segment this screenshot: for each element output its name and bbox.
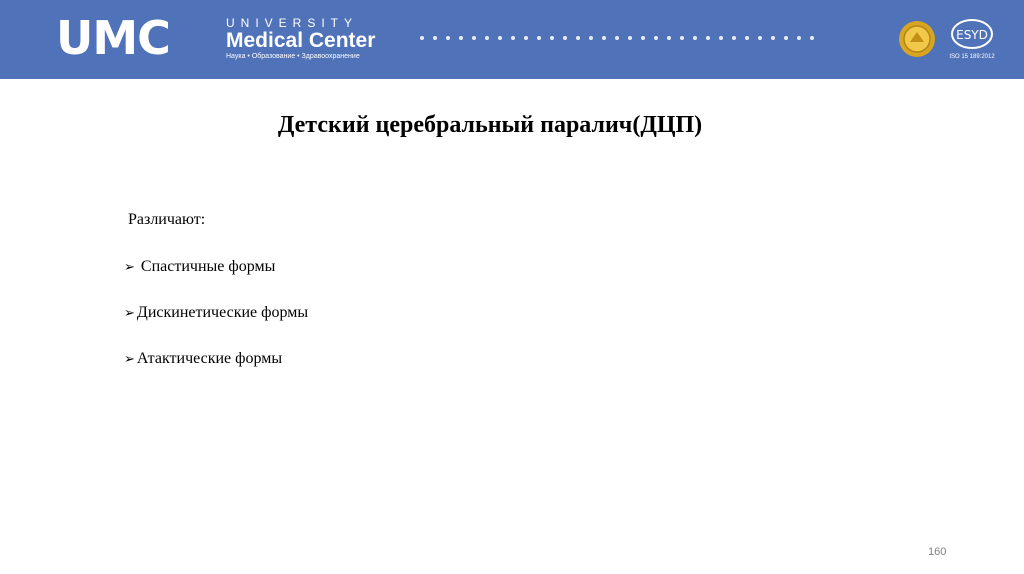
intro-text: Различают: xyxy=(128,211,206,228)
svg-text:ESYD: ESYD xyxy=(956,28,988,42)
bullet-text: Дискинетические формы xyxy=(136,304,309,321)
header-bar xyxy=(0,0,1024,79)
arrow-bullet-icon: ➢ xyxy=(124,259,135,274)
logo-tagline: Наука • Образование • Здравоохранение xyxy=(226,53,360,60)
arrow-bullet-icon: ➢ xyxy=(124,351,135,366)
accreditation-seal-icon xyxy=(898,20,936,58)
bullet-item-dyskinetic xyxy=(124,304,308,322)
bullet-text: Атактические формы xyxy=(136,350,283,367)
logo-wordmark xyxy=(226,16,375,62)
slide-title: Детский церебральный паралич(ДЦП) xyxy=(277,112,703,138)
arrow-bullet-icon: ➢ xyxy=(124,305,135,320)
svg-text:ISO 15 189:2012: ISO 15 189:2012 xyxy=(949,54,995,60)
logo-university-text: UNIVERSITY xyxy=(226,16,359,30)
logo-medical-center-text: Medical Center xyxy=(226,29,376,52)
bullet-item-ataxic xyxy=(124,350,282,368)
page-number: 160 xyxy=(928,546,947,558)
iso-certification-icon xyxy=(943,16,1001,64)
logo-main-text: UMC xyxy=(56,11,170,65)
bullet-item-spastic xyxy=(124,258,275,276)
umc-logo xyxy=(56,12,170,64)
bullet-text: Спастичные формы xyxy=(140,258,276,275)
header-dot-divider xyxy=(420,36,814,44)
